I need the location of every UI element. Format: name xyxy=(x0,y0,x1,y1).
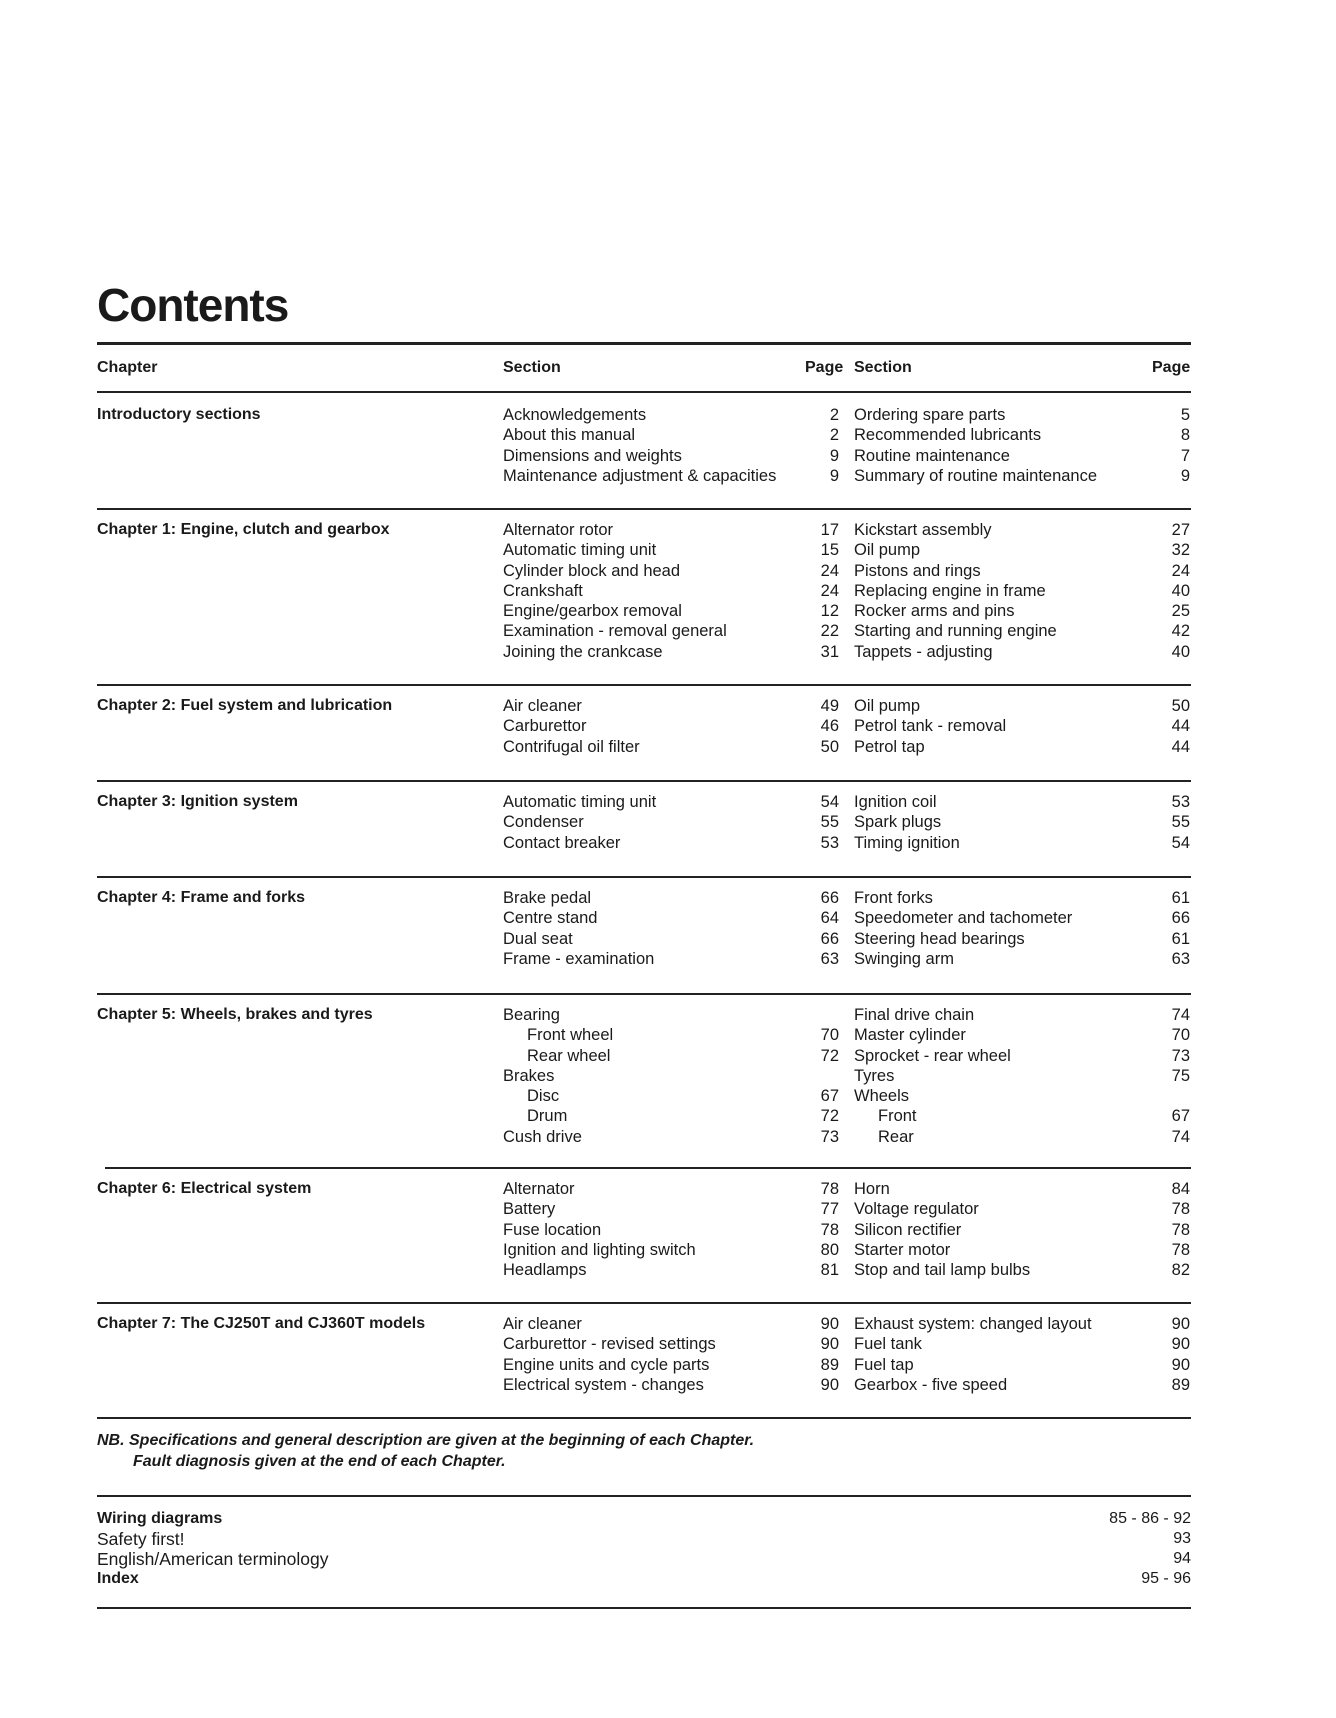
section-label: Alternator xyxy=(503,1180,575,1198)
section-label: Ignition coil xyxy=(854,793,937,811)
list-item[interactable] xyxy=(97,1549,1191,1569)
list-item[interactable] xyxy=(854,1199,1190,1219)
page-number: 82 xyxy=(1171,1261,1190,1280)
list-item[interactable] xyxy=(503,929,839,949)
list-item[interactable] xyxy=(503,425,839,445)
chapter-title: Chapter 7: The CJ250T and CJ360T models xyxy=(97,1315,426,1332)
list-item[interactable] xyxy=(854,1179,1190,1199)
section-label: Bearing xyxy=(503,1006,560,1024)
list-item[interactable] xyxy=(503,601,839,621)
list-item[interactable] xyxy=(854,1334,1190,1354)
list-item[interactable] xyxy=(854,520,1190,540)
section-label: Automatic timing unit xyxy=(503,541,657,560)
section-label: Brake pedal xyxy=(503,889,592,907)
list-item[interactable] xyxy=(503,696,839,716)
section-label: Rear wheel xyxy=(527,1046,611,1065)
section-label: Swinging arm xyxy=(854,949,954,968)
page-number: 85 - 86 - 92 xyxy=(1109,1510,1191,1527)
page-number: 90 xyxy=(1171,1335,1190,1354)
list-item[interactable] xyxy=(503,581,839,601)
page-number: 78 xyxy=(1171,1200,1190,1219)
footnote xyxy=(97,1430,754,1472)
list-item[interactable] xyxy=(854,1005,1190,1025)
section-label: Engine units and cycle parts xyxy=(503,1355,710,1374)
section-label: About this manual xyxy=(503,426,636,445)
page-number: 66 xyxy=(820,889,839,907)
page-number: 5 xyxy=(1180,406,1190,424)
list-item[interactable] xyxy=(854,446,1190,466)
section-label: Recommended lubricants xyxy=(854,426,1042,445)
list-item[interactable] xyxy=(854,1086,1190,1106)
section-label: Sprocket - rear wheel xyxy=(854,1046,1011,1065)
list-item[interactable] xyxy=(503,1066,839,1086)
section-label: Headlamps xyxy=(503,1261,587,1280)
title-rule xyxy=(97,342,1191,345)
section-column-right xyxy=(854,696,1190,757)
reference-list xyxy=(97,1509,1191,1589)
section-label: Disc xyxy=(527,1087,560,1106)
list-item[interactable] xyxy=(854,425,1190,445)
section-label: Oil pump xyxy=(854,697,921,715)
section-label: Tyres xyxy=(854,1066,895,1085)
list-item[interactable] xyxy=(854,949,1190,969)
list-item[interactable] xyxy=(503,642,839,662)
list-item[interactable] xyxy=(854,1066,1190,1086)
page-number: 50 xyxy=(1171,697,1190,715)
page-number: 40 xyxy=(1171,642,1190,661)
footnote-line-2: Fault diagnosis given at the end of each Chapter. xyxy=(133,1453,506,1470)
list-item[interactable] xyxy=(503,621,839,641)
page-number: 78 xyxy=(1171,1220,1190,1239)
page-number: 89 xyxy=(820,1355,839,1374)
section-label: Electrical system - changes xyxy=(503,1375,704,1394)
chapter-title: Chapter 1: Engine, clutch and gearbox xyxy=(97,521,390,538)
reference-label: Index xyxy=(97,1570,139,1587)
list-item[interactable] xyxy=(503,888,839,908)
page-number: 44 xyxy=(1171,717,1190,736)
page-number: 22 xyxy=(820,622,839,641)
header-page: Page xyxy=(805,359,844,376)
section-column-right xyxy=(854,792,1190,853)
chapter-title: Chapter 6: Electrical system xyxy=(97,1180,312,1197)
list-item[interactable] xyxy=(854,716,1190,736)
page-number: 54 xyxy=(820,793,839,811)
page-number: 50 xyxy=(820,737,839,756)
list-item[interactable] xyxy=(503,466,839,486)
chapter-divider xyxy=(97,684,1191,686)
section-label: Battery xyxy=(503,1200,556,1219)
list-item[interactable] xyxy=(503,1334,839,1354)
section-label: Horn xyxy=(854,1180,890,1198)
list-item[interactable] xyxy=(854,908,1190,928)
page-number: 93 xyxy=(1173,1530,1191,1547)
section-label: Steering head bearings xyxy=(854,929,1025,948)
page-number: 55 xyxy=(820,813,839,832)
section-label: Rear xyxy=(878,1127,914,1146)
list-item[interactable] xyxy=(854,812,1190,832)
page-number: 90 xyxy=(820,1315,839,1333)
section-label: Starting and running engine xyxy=(854,622,1057,641)
section-column-left xyxy=(503,520,839,662)
section-column-right xyxy=(854,405,1190,486)
reference-label: Wiring diagrams xyxy=(97,1510,223,1527)
page-number: 24 xyxy=(1171,561,1190,580)
page-number: 12 xyxy=(820,602,839,621)
page-number: 49 xyxy=(820,697,839,715)
section-label: Maintenance adjustment & capacities xyxy=(503,466,777,485)
section-label: Alternator rotor xyxy=(503,521,614,539)
header-section-2: Section xyxy=(854,359,912,376)
section-column-left xyxy=(503,1314,839,1395)
list-item[interactable] xyxy=(854,696,1190,716)
section-label: Condenser xyxy=(503,813,584,832)
page-number: 75 xyxy=(1171,1066,1190,1085)
section-column-left xyxy=(503,1179,839,1280)
page-number: 72 xyxy=(820,1107,839,1126)
list-item[interactable] xyxy=(503,1086,839,1106)
section-label: Tappets - adjusting xyxy=(854,642,993,661)
section-column-left xyxy=(503,888,839,969)
page-number: 24 xyxy=(820,561,839,580)
list-item[interactable] xyxy=(503,1199,839,1219)
list-item[interactable] xyxy=(854,1314,1190,1334)
section-column-left xyxy=(503,696,839,757)
list-item[interactable] xyxy=(854,581,1190,601)
list-item[interactable] xyxy=(854,601,1190,621)
chapter-title: Chapter 2: Fuel system and lubrication xyxy=(97,697,393,714)
section-label: Final drive chain xyxy=(854,1006,975,1024)
page-number: 90 xyxy=(1171,1315,1190,1333)
page-number: 7 xyxy=(1180,446,1190,465)
page-number: 9 xyxy=(829,466,839,485)
list-item[interactable] xyxy=(503,908,839,928)
section-column-left xyxy=(503,1005,839,1147)
page-number: 53 xyxy=(1171,793,1190,811)
page-number: 2 xyxy=(829,406,839,424)
page-number: 95 - 96 xyxy=(1141,1570,1191,1587)
section-label: Kickstart assembly xyxy=(854,521,992,539)
page-number: 42 xyxy=(1171,622,1190,641)
page-number: 8 xyxy=(1180,426,1190,445)
section-label: Silicon rectifier xyxy=(854,1220,962,1239)
section-column-right xyxy=(854,1314,1190,1395)
page-number: 78 xyxy=(820,1220,839,1239)
section-label: Dual seat xyxy=(503,929,573,948)
list-item[interactable] xyxy=(503,1127,839,1147)
list-item[interactable] xyxy=(503,716,839,736)
section-label: Centre stand xyxy=(503,909,598,928)
section-label: Fuse location xyxy=(503,1220,602,1239)
chapter-divider xyxy=(97,1302,1191,1304)
section-label: Master cylinder xyxy=(854,1026,966,1045)
section-label: Rocker arms and pins xyxy=(854,602,1015,621)
list-item[interactable] xyxy=(503,812,839,832)
page-number: 61 xyxy=(1171,929,1190,948)
chapter-title: Chapter 5: Wheels, brakes and tyres xyxy=(97,1006,373,1023)
reference-label: English/American terminology xyxy=(97,1549,329,1569)
section-label: Voltage regulator xyxy=(854,1200,979,1219)
page-number: 70 xyxy=(820,1026,839,1045)
page-number: 27 xyxy=(1171,521,1190,539)
section-label: Fuel tank xyxy=(854,1335,922,1354)
page-number: 63 xyxy=(820,949,839,968)
bottom-rule xyxy=(97,1607,1191,1609)
section-label: Examination - removal general xyxy=(503,622,727,641)
list-item[interactable] xyxy=(503,561,839,581)
section-label: Front forks xyxy=(854,889,933,907)
section-label: Joining the crankcase xyxy=(503,642,663,661)
page-number: 63 xyxy=(1171,949,1190,968)
page-number: 72 xyxy=(820,1046,839,1065)
page-number: 9 xyxy=(829,446,839,465)
section-label: Engine/gearbox removal xyxy=(503,602,682,621)
page-number: 66 xyxy=(820,929,839,948)
list-item[interactable] xyxy=(503,1314,839,1334)
page-number: 67 xyxy=(820,1087,839,1106)
section-column-right xyxy=(854,888,1190,969)
section-label: Air cleaner xyxy=(503,697,582,715)
chapter-title: Introductory sections xyxy=(97,406,261,423)
footnote-line-1: NB. Specifications and general description are given at the beginning of each Chapter. xyxy=(97,1432,755,1449)
list-item[interactable] xyxy=(503,520,839,540)
list-item[interactable] xyxy=(854,1260,1190,1280)
list-item[interactable] xyxy=(854,888,1190,908)
list-item[interactable] xyxy=(854,1046,1190,1066)
list-item[interactable] xyxy=(854,642,1190,662)
list-item[interactable] xyxy=(97,1509,1191,1529)
page-number: 81 xyxy=(820,1261,839,1280)
list-item[interactable] xyxy=(854,1025,1190,1045)
header-rule xyxy=(97,391,1191,393)
section-column-right xyxy=(854,1005,1190,1147)
chapter-title: Chapter 3: Ignition system xyxy=(97,793,298,810)
page-number: 61 xyxy=(1171,889,1190,907)
list-item[interactable] xyxy=(503,1375,839,1395)
chapter-title: Chapter 4: Frame and forks xyxy=(97,889,306,906)
section-label: Automatic timing unit xyxy=(503,793,657,811)
reference-label: Safety first! xyxy=(97,1529,185,1549)
section-label: Ignition and lighting switch xyxy=(503,1240,696,1259)
list-item[interactable] xyxy=(503,1046,839,1066)
page-number: 67 xyxy=(1171,1107,1190,1126)
header-chapter: Chapter xyxy=(97,359,158,376)
page-number: 24 xyxy=(820,581,839,600)
page-number: 70 xyxy=(1171,1026,1190,1045)
page-number: 66 xyxy=(1171,909,1190,928)
section-label: Spark plugs xyxy=(854,813,942,832)
list-item[interactable] xyxy=(854,405,1190,425)
section-label: Fuel tap xyxy=(854,1355,914,1374)
section-label: Brakes xyxy=(503,1066,555,1085)
page-number: 44 xyxy=(1171,737,1190,756)
list-item[interactable] xyxy=(503,1106,839,1126)
section-label: Petrol tank - removal xyxy=(854,717,1007,736)
list-item[interactable] xyxy=(854,929,1190,949)
section-label: Front wheel xyxy=(527,1026,614,1045)
section-label: Carburettor - revised settings xyxy=(503,1335,716,1354)
section-label: Replacing engine in frame xyxy=(854,581,1046,600)
page-number: 80 xyxy=(820,1240,839,1259)
list-item[interactable] xyxy=(854,621,1190,641)
list-item[interactable] xyxy=(854,466,1190,486)
section-label: Stop and tail lamp bulbs xyxy=(854,1261,1031,1280)
chapter-divider xyxy=(97,1417,1191,1419)
page-number: 74 xyxy=(1171,1006,1190,1024)
list-item[interactable] xyxy=(854,1220,1190,1240)
list-item[interactable] xyxy=(854,792,1190,812)
section-label: Timing ignition xyxy=(854,833,960,852)
section-label: Pistons and rings xyxy=(854,561,981,580)
chapter-divider xyxy=(97,508,1191,510)
section-label: Crankshaft xyxy=(503,581,583,600)
page-number: 90 xyxy=(820,1375,839,1394)
section-column-right xyxy=(854,1179,1190,1280)
list-item[interactable] xyxy=(854,561,1190,581)
section-label: Frame - examination xyxy=(503,949,655,968)
page-number: 64 xyxy=(820,909,839,928)
page-number: 55 xyxy=(1171,813,1190,832)
header-page-2: Page xyxy=(1152,359,1191,376)
page-number: 73 xyxy=(1171,1046,1190,1065)
list-item[interactable] xyxy=(503,949,839,969)
page-number: 25 xyxy=(1171,602,1190,621)
page-number: 32 xyxy=(1171,541,1190,560)
list-item[interactable] xyxy=(503,792,839,812)
list-item[interactable] xyxy=(854,1127,1190,1147)
list-item[interactable] xyxy=(503,1025,839,1045)
list-item[interactable] xyxy=(503,1005,839,1025)
section-label: Front xyxy=(878,1107,917,1126)
page-number: 73 xyxy=(820,1127,839,1146)
section-label: Wheels xyxy=(854,1087,910,1106)
page-number: 9 xyxy=(1180,466,1190,485)
list-item[interactable] xyxy=(854,1355,1190,1375)
chapter-divider xyxy=(97,876,1191,878)
page-number: 15 xyxy=(820,541,839,560)
section-label: Gearbox - five speed xyxy=(854,1375,1008,1394)
section-label: Contrifugal oil filter xyxy=(503,737,640,756)
chapter-divider xyxy=(105,1167,1191,1169)
list-item[interactable] xyxy=(503,1355,839,1375)
section-label: Cylinder block and head xyxy=(503,561,681,580)
list-item[interactable] xyxy=(854,1240,1190,1260)
page-number: 17 xyxy=(820,521,839,539)
page-number: 90 xyxy=(820,1335,839,1354)
page-number: 2 xyxy=(829,426,839,445)
section-label: Summary of routine maintenance xyxy=(854,466,1098,485)
page-number: 90 xyxy=(1171,1355,1190,1374)
page-number: 77 xyxy=(820,1200,839,1219)
list-item[interactable] xyxy=(854,833,1190,853)
page-number: 94 xyxy=(1173,1550,1191,1567)
section-column-left xyxy=(503,405,839,486)
page-number: 53 xyxy=(820,833,839,852)
section-label: Cush drive xyxy=(503,1127,582,1146)
section-label: Air cleaner xyxy=(503,1315,582,1333)
section-label: Dimensions and weights xyxy=(503,446,682,465)
list-item[interactable] xyxy=(854,540,1190,560)
page-number: 84 xyxy=(1171,1180,1190,1198)
list-item[interactable] xyxy=(97,1529,1191,1549)
list-item[interactable] xyxy=(503,1220,839,1240)
section-column-right xyxy=(854,520,1190,662)
section-label: Oil pump xyxy=(854,541,921,560)
list-item[interactable] xyxy=(97,1569,1191,1589)
page-number: 74 xyxy=(1171,1127,1190,1146)
page-number: 31 xyxy=(820,642,839,661)
page-number: 54 xyxy=(1171,833,1190,852)
page-number: 78 xyxy=(820,1180,839,1198)
section-label: Carburettor xyxy=(503,717,587,736)
list-item[interactable] xyxy=(503,540,839,560)
reference-rule xyxy=(97,1495,1191,1497)
page-number: 78 xyxy=(1171,1240,1190,1259)
page-number: 89 xyxy=(1171,1375,1190,1394)
list-item[interactable] xyxy=(503,446,839,466)
list-item[interactable] xyxy=(503,1260,839,1280)
list-item[interactable] xyxy=(854,1375,1190,1395)
list-item[interactable] xyxy=(503,737,839,757)
section-label: Starter motor xyxy=(854,1240,951,1259)
section-column-left xyxy=(503,792,839,853)
section-label: Ordering spare parts xyxy=(854,406,1006,424)
section-label: Exhaust system: changed layout xyxy=(854,1315,1092,1333)
section-label: Speedometer and tachometer xyxy=(854,909,1073,928)
list-item[interactable] xyxy=(854,1106,1190,1126)
section-label: Acknowledgements xyxy=(503,406,647,424)
list-item[interactable] xyxy=(503,405,839,425)
page-number: 40 xyxy=(1171,581,1190,600)
section-label: Petrol tap xyxy=(854,737,925,756)
chapter-divider xyxy=(97,780,1191,782)
chapter-divider xyxy=(97,993,1191,995)
list-item[interactable] xyxy=(503,833,839,853)
header-section: Section xyxy=(503,359,561,376)
section-label: Routine maintenance xyxy=(854,446,1010,465)
page-title: Contents xyxy=(97,279,289,331)
section-label: Drum xyxy=(527,1107,568,1126)
page-number: 46 xyxy=(820,717,839,736)
list-item[interactable] xyxy=(503,1240,839,1260)
section-label: Contact breaker xyxy=(503,833,621,852)
list-item[interactable] xyxy=(854,737,1190,757)
list-item[interactable] xyxy=(503,1179,839,1199)
